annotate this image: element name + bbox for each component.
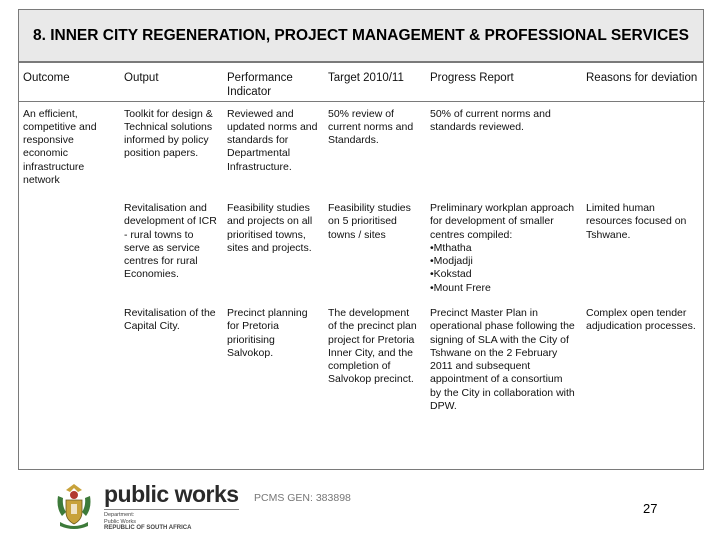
header-cell: Performance Indicator: [227, 72, 293, 98]
cell-outcome: An efficient, competitive and responsive economic infrastructure network: [19, 101, 120, 198]
cell-reasons: Limited human resources focused on Tshwane.: [586, 202, 687, 241]
logo-dept-name: Public Works: [104, 518, 136, 525]
cell-output: Revitalisation and development of ICR - rural towns to serve as service centres for rural Economies.: [124, 202, 217, 281]
logo-dept-label: Department:: [104, 512, 135, 518]
cell-reasons: [582, 101, 705, 198]
cell-reasons: Complex open tender adjudication processes.: [586, 307, 696, 333]
table-row: [19, 198, 705, 301]
progress-bullet: •Modjadji: [430, 255, 473, 268]
progress-bullet: •Kokstad: [430, 268, 472, 281]
logo-country: REPUBLIC OF SOUTH AFRICA: [104, 525, 192, 531]
cell-target: 50% review of current norms and Standards.: [324, 101, 426, 198]
header-cell: Progress Report: [430, 72, 514, 84]
slide-footer: [0, 470, 720, 540]
slide-title-box: [18, 9, 704, 62]
progress-bullet-list: [430, 242, 576, 295]
table-row: [19, 101, 705, 198]
progress-bullet: •Mount Frere: [430, 281, 491, 294]
cell-indicator: Feasibility studies and projects on all prioritised towns, sites and projects.: [227, 202, 313, 254]
header-cell: Target 2010/11: [328, 72, 404, 84]
coat-of-arms-icon: [52, 482, 96, 532]
table-header-row: [19, 63, 705, 101]
public-works-logo: [104, 482, 239, 532]
header-cell: Outcome: [23, 72, 70, 84]
progress-bullet: •Mthatha: [430, 241, 472, 254]
deviation-table-frame: [18, 62, 704, 470]
header-cell: Reasons for deviation: [586, 72, 698, 84]
progress-intro: Preliminary workplan approach for development of smaller centres compiled:: [430, 202, 575, 241]
logo-wordmark: public works: [104, 481, 239, 507]
table-row: [19, 301, 705, 461]
cell-target: The development of the precinct plan project for Pretoria Inner City, and the completion of Salvokop precinct.: [328, 307, 417, 386]
cell-indicator: Precinct planning for Pretoria prioritising Salvokop.: [227, 307, 308, 359]
cell-progress: 50% of current norms and standards reviewed.: [426, 101, 582, 198]
cell-target: Feasibility studies on 5 prioritised towns / sites: [328, 202, 411, 241]
cell-progress: [426, 198, 582, 301]
page-number: 27: [643, 501, 658, 516]
deviation-table: [19, 63, 705, 461]
header-cell: Output: [124, 72, 159, 84]
cell-outcome: [19, 301, 120, 461]
cell-output: Revitalisation of the Capital City.: [124, 307, 216, 333]
cell-progress: Precinct Master Plan in operational phase following the signing of SLA with the City of Tshwane on the 2 February 2011 and subsequent appointment of a consortium by the City in collaboration with DPW.: [430, 307, 575, 413]
slide-title: 8. INNER CITY REGENERATION, PROJECT MANAGEMENT & PROFESSIONAL SERVICES: [33, 27, 689, 44]
cell-outcome: [19, 198, 120, 301]
logo-subtitle: [104, 509, 239, 532]
document-reference: PCMS GEN: 383898: [254, 492, 351, 504]
cell-indicator: Reviewed and updated norms and standards for Departmental Infrastructure.: [223, 101, 324, 198]
cell-output: Toolkit for design & Technical solutions informed by policy position papers.: [120, 101, 223, 198]
